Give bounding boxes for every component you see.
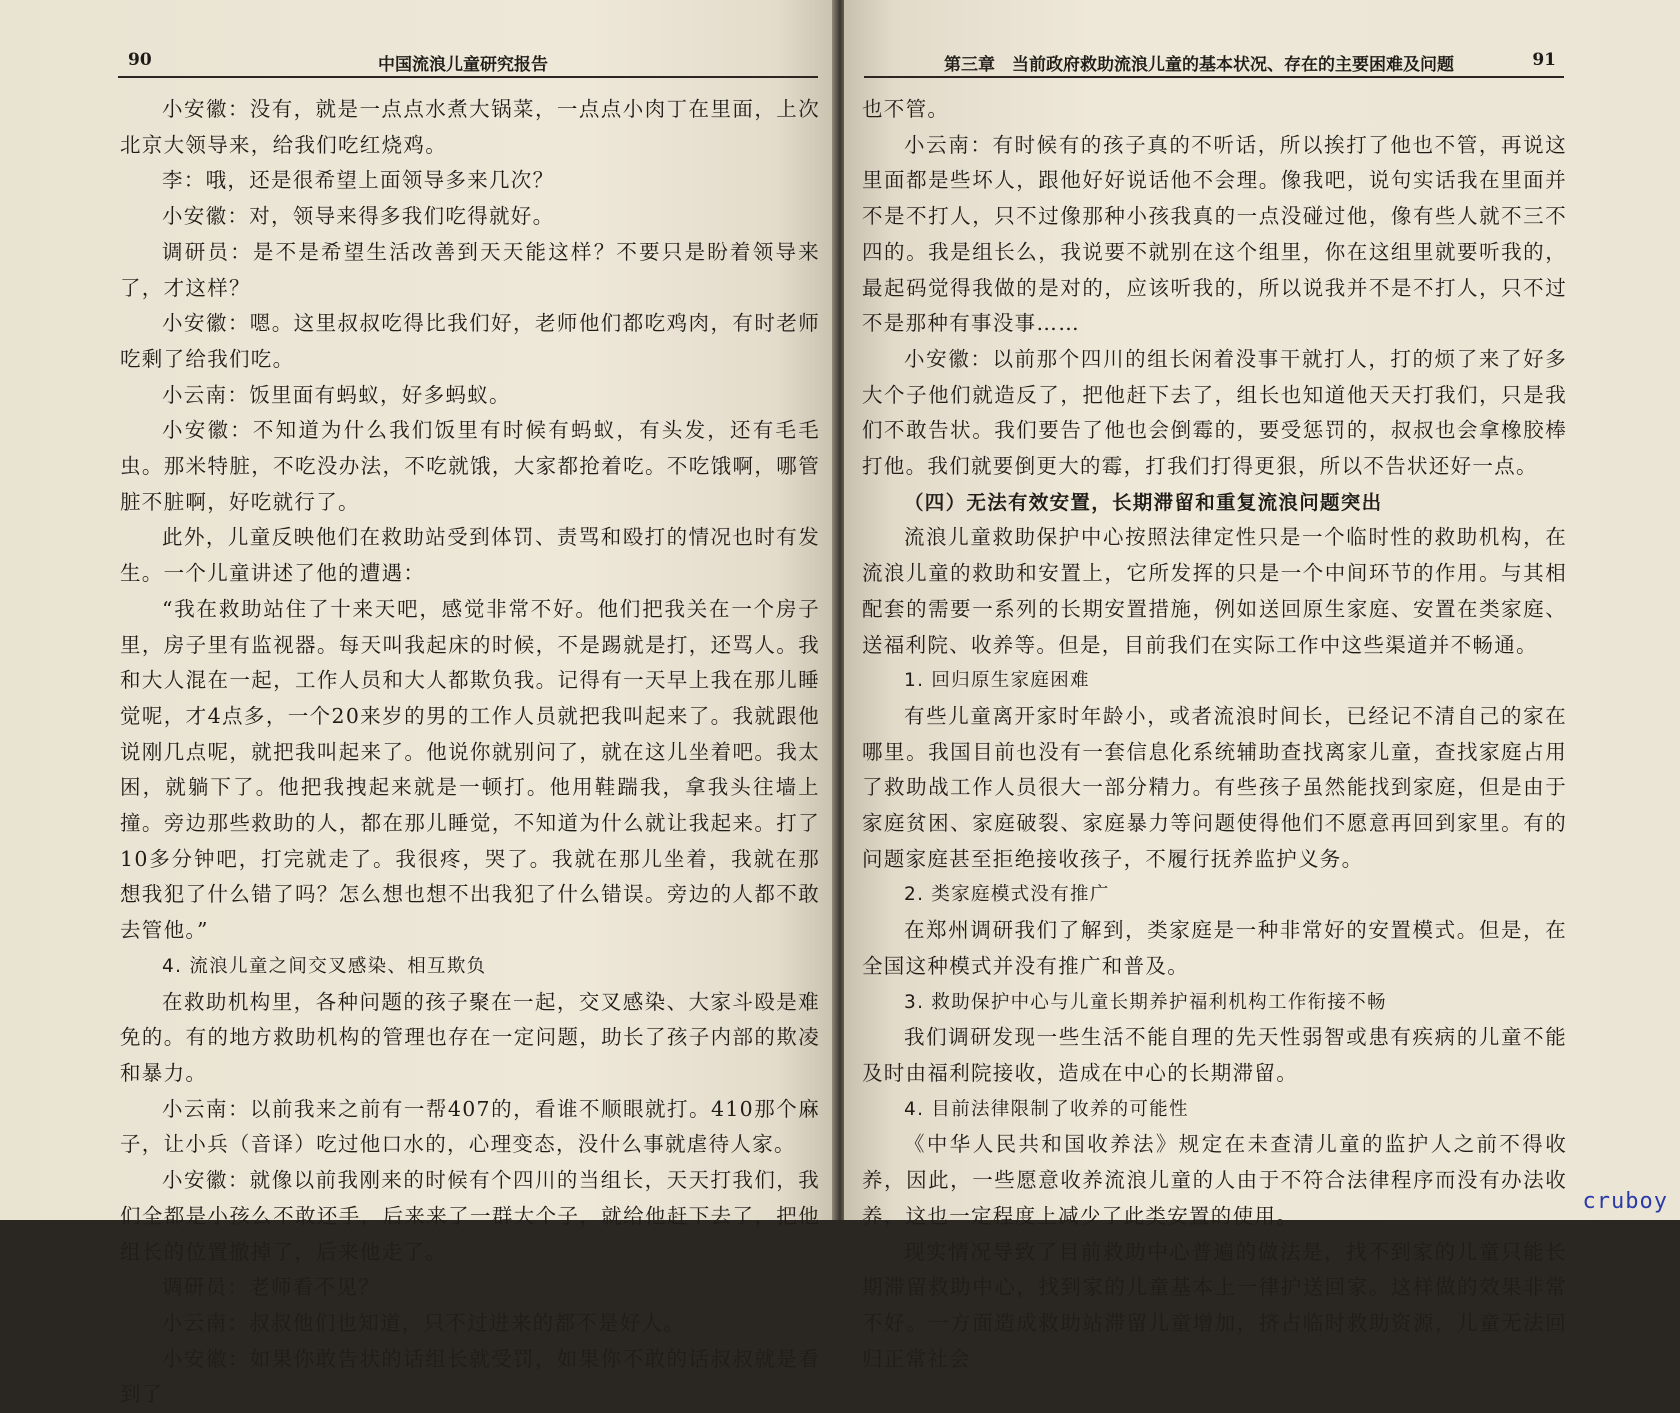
paragraph: “我在救助站住了十来天吧，感觉非常不好。他们把我关在一个房子里，房子里有监视器。每天叫我起床的时候，不是踢就是打，还骂人。我和大人混在一起，工作人员和大人都欺负我。记得有一天早上我在那儿睡觉呢，才4点多，一个20来岁的男的工作人员就把我叫起来了。我就跟他说刚几点呢，就把我叫起来了。他说你就别问了，就在这儿坐着吧。我太困，就躺下了。他把我拽起来就是一顿打。他用鞋踹我，拿我头往墙上撞。旁边那些救助的人，都在那儿睡觉，不知道为什么就让我起来。打了10多分钟吧，打完就走了。我很疼，哭了。我就在那儿坐着，我就在那想我犯了什么错了吗？怎么想也想不出我犯了什么错误。旁边的人都不敢去管他。” [120,596,820,943]
paragraph: 小安徽：嗯。这里叔叔吃得比我们好，老师他们都吃鸡肉，有时老师吃剩了给我们吃。 [120,311,820,371]
paragraph: 小云南：有时候有的孩子真的不听话，所以挨打了他也不管，再说这里面都是些坏人，跟他好好说话他不会理。像我吧，说句实话我在里面并不是不打人，只不过像那种小孩我真的一点没碰过他，像有些人就不三不四的。我是组长么，我说要不就别在这个组里，你在这组里就要听我的，最起码觉得我做的是对的，应该听我的，所以说我并不是不打人，只不过不是那种有事没事…… [862,132,1567,336]
left-page-header [118,48,818,78]
paragraph: 调研员：是不是希望生活改善到天天能这样？不要只是盼着领导来了，才这样？ [120,239,820,300]
paragraph: 小安徽：如果你敢告状的话组长就受罚，如果你不敢的话叔叔就是看到了 [120,1346,820,1407]
paragraph: 在救助机构里，各种问题的孩子聚在一起，交叉感染、大家斗殴是难免的。有的地方救助机构的管理也存在一定问题，助长了孩子内部的欺凌和暴力。 [120,989,820,1085]
paragraph: 小安徽：没有，就是一点点水煮大锅菜，一点点小肉丁在里面，上次北京大领导来，给我们吃红烧鸡。 [120,97,820,157]
paragraph: 流浪儿童救助保护中心按照法律定性只是一个临时性的救助机构，在流浪儿童的救助和安置上，它所发挥的只是一个中间环节的作用。与其相配套的需要一系列的长期安置措施，例如送回原生家庭、安置在类家庭、送福利院、收养等。但是，目前我们在实际工作中这些渠道并不畅通。 [862,525,1567,657]
section-heading: （四）无法有效安置，长期滞留和重复流浪问题突出 [904,490,1383,514]
paragraph: 小云南：以前我来之前有一帮407的，看谁不顺眼就打。410那个麻子，让小兵（音译）吃过他口水的，心理变态，没什么事就虐待人家。 [120,1096,820,1157]
paragraph: 此外，儿童反映他们在救助站受到体罚、责骂和殴打的情况也时有发生。一个儿童讲述了他的遭遇： [120,525,820,586]
section-heading: 2. 类家庭模式没有推广 [904,884,1110,906]
paragraph: 在郑州调研我们了解到，类家庭是一种非常好的安置模式。但是，在全国这种模式并没有推广和普及。 [862,918,1567,978]
right-page-header [864,48,1564,78]
paragraph: 有些儿童离开家时年龄小，或者流浪时间长，已经记不清自己的家在哪里。我国目前也没有一套信息化系统辅助查找离家儿童，查找家庭占用了救助战工作人员很大一部分精力。有些孩子虽然能找到家庭，但是由于家庭贫困、家庭破裂、家庭暴力等问题使得他们不愿意再回到家里。有的问题家庭甚至拒绝接收孩子，不履行抚养监护义务。 [862,703,1567,871]
paragraph: 小安徽：以前那个四川的组长闲着没事干就打人，打的烦了来了好多大个子他们就造反了，把他赶下去了，组长也知道他天天打我们，只是我们不敢告状。我们要告了他也会倒霉的，要受惩罚的，叔叔也会拿橡胶棒打他。我们就要倒更大的霉，打我们打得更狠，所以不告状还好一点。 [862,346,1567,479]
left-page [0,0,836,1407]
paragraph: 小云南：叔叔他们也知道，只不过进来的都不是好人。 [162,1310,686,1335]
watermark: cruboy [1582,1189,1668,1214]
paragraph: 《中华人民共和国收养法》规定在未查清儿童的监护人之前不得收养，因此，一些愿意收养流浪儿童的人由于不符合法律程序而没有办法收养，这也一定程度上减少了此类安置的使用。 [862,1132,1567,1228]
paragraph: 小安徽：不知道为什么我们饭里有时候有蚂蚁，有头发，还有毛毛虫。那米特脏，不吃没办法，不吃就饿，大家都抢着吃。不吃饿啊，哪管脏不脏啊，好吃就行了。 [120,418,820,514]
running-title: 中国流浪儿童研究报告 [378,55,548,75]
page-number: 90 [128,50,152,70]
paragraph: 也不管。 [862,97,950,121]
section-heading: 4. 流浪儿童之间交叉感染、相互欺负 [162,955,487,977]
section-heading: 3. 救助保护中心与儿童长期养护福利机构工作衔接不畅 [904,991,1387,1013]
section-heading: 1. 回归原生家庭困难 [904,670,1090,692]
left-page-body [120,92,820,1413]
page-number: 91 [1532,50,1556,70]
paragraph: 小安徽：对，领导来得多我们吃得就好。 [162,204,555,229]
paragraph: 小安徽：就像以前我刚来的时候有个四川的当组长，天天打我们，我们全都是小孩么不敢还手，后来来了一群大个子，就给他赶下去了，把他组长的位置撤掉了，后来他走了。 [120,1168,820,1264]
right-page [844,0,1680,1371]
paragraph: 调研员：老师看不见？ [162,1275,380,1300]
section-heading: 4. 目前法律限制了收养的可能性 [904,1098,1189,1120]
paragraph: 李：哦，还是很希望上面领导多来几次？ [162,168,555,193]
paragraph: 小云南：饭里面有蚂蚁，好多蚂蚁。 [162,382,511,407]
paragraph: 我们调研发现一些生活不能自理的先天性弱智或患有疾病的儿童不能及时由福利院接收，造成在中心的长期滞留。 [862,1025,1567,1085]
right-page-body [862,92,1567,1377]
paragraph: 现实情况导致了目前救助中心普遍的做法是，找不到家的儿童只能长期滞留救助中心，找到家的儿童基本上一律护送回家。这样做的效果非常不好。一方面造成救助站滞留儿童增加，挤占临时救助资源，儿童无法回归正常社会 [862,1239,1567,1371]
running-title: 第三章 当前政府救助流浪儿童的基本状况、存在的主要困难及问题 [944,55,1454,75]
